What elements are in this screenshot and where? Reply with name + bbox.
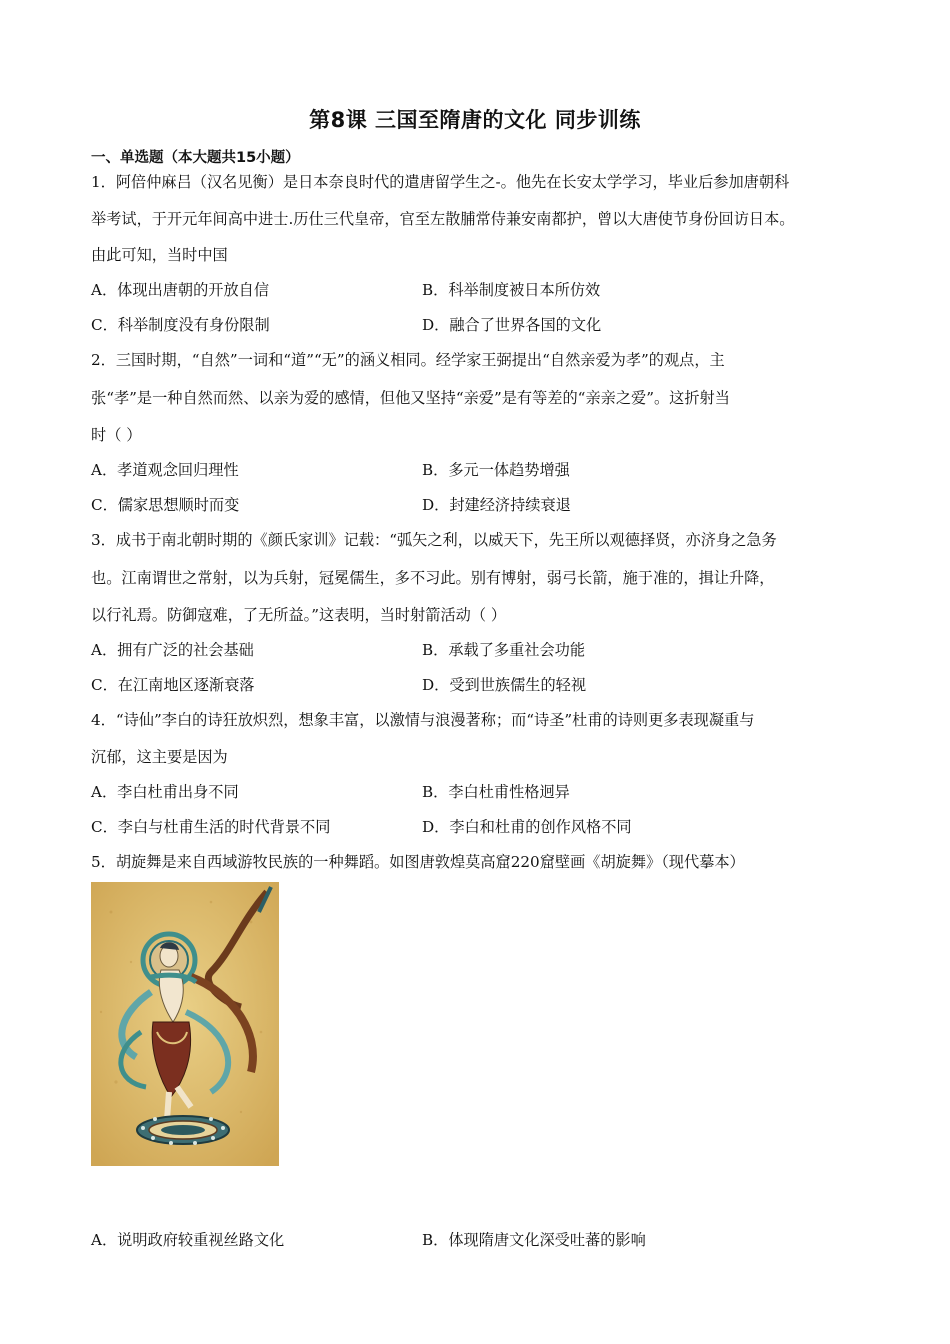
question-1-option-d[interactable]: D．融合了世界各国的文化 (422, 316, 602, 334)
page-title: 第8课 三国至隋唐的文化 同步训练 (309, 108, 641, 132)
question-4-line-2: 沉郁，这主要是因为 (91, 748, 228, 766)
question-3-option-b[interactable]: B．承载了多重社会功能 (422, 641, 586, 659)
question-5-line-1: 5．胡旋舞是来自西域游牧民族的一种舞蹈。如图唐敦煌莫高窟220窟壁画《胡旋舞》（现代摹本） (91, 853, 745, 871)
question-1-line-3: 由此可知，当时中国 (91, 246, 228, 264)
question-2-line-3: 时（ ） (91, 426, 142, 444)
question-4-option-d[interactable]: D．李白和杜甫的创作风格不同 (422, 818, 632, 836)
question-1-line-2: 举考试，于开元年间高中进士.历仕三代皇帝，官至左散脯常侍兼安南都护，曾以大唐使节身份回访日本。 (91, 210, 795, 228)
question-5-option-b[interactable]: B．体现隋唐文化深受吐蕃的影响 (422, 1231, 646, 1249)
question-3-line-1: 3．成书于南北朝时期的《颜氏家训》记载：“弧矢之利，以威天下，先王所以观德择贤，亦济身之急务 (91, 531, 777, 549)
question-1-option-a[interactable]: A．体现出唐朝的开放自信 (91, 281, 270, 299)
question-4-option-c[interactable]: C．李白与杜甫生活的时代背景不同 (91, 818, 331, 836)
question-4-option-b[interactable]: B．李白杜甫性格迥异 (422, 783, 570, 801)
question-2-line-2: 张“孝”是一种自然而然、以亲为爱的感情，但他又坚持“亲爱”是有等差的“亲亲之爱”。这折射当 (91, 389, 730, 407)
question-3-line-2: 也。江南谓世之常射，以为兵射，冠冕儒生，多不习此。别有博射，弱弓长箭，施于准的，揖让升降， (91, 569, 775, 587)
question-1-option-c[interactable]: C．科举制度没有身份限制 (91, 316, 270, 334)
question-1-line-1: 1．阿倍仲麻吕（汉名见衡）是日本奈良时代的遣唐留学生之-。他先在长安太学学习，毕业后参加唐朝科 (91, 173, 790, 191)
question-2-line-1: 2．三国时期，“自然”一词和“道”“无”的涵义相同。经学家王弼提出“自然亲爱为孝”的观点，主 (91, 351, 725, 369)
question-2-option-a[interactable]: A．孝道观念回归理性 (91, 461, 239, 479)
question-3-line-3: 以行礼焉。防御寇难，了无所益。”这表明，当时射箭活动（ ） (91, 606, 507, 624)
question-2-option-b[interactable]: B．多元一体趋势增强 (422, 461, 570, 479)
question-2-option-d[interactable]: D．封建经济持续衰退 (422, 496, 571, 514)
question-4-line-1: 4．“诗仙”李白的诗狂放炽烈，想象丰富，以激情与浪漫著称；而“诗圣”杜甫的诗则更多表现凝重与 (91, 711, 755, 729)
question-3-option-c[interactable]: C．在江南地区逐渐衰落 (91, 676, 255, 694)
huxuan-dance-mural-image (91, 882, 279, 1166)
question-3-option-a[interactable]: A．拥有广泛的社会基础 (91, 641, 254, 659)
section-heading: 一、单选题（本大题共15小题） (91, 150, 300, 166)
question-5-option-a[interactable]: A．说明政府较重视丝路文化 (91, 1231, 285, 1249)
question-2-option-c[interactable]: C．儒家思想顺时而变 (91, 496, 240, 514)
question-3-option-d[interactable]: D．受到世族儒生的轻视 (422, 676, 587, 694)
question-1-option-b[interactable]: B．科举制度被日本所仿效 (422, 281, 601, 299)
question-4-option-a[interactable]: A．李白杜甫出身不同 (91, 783, 239, 801)
